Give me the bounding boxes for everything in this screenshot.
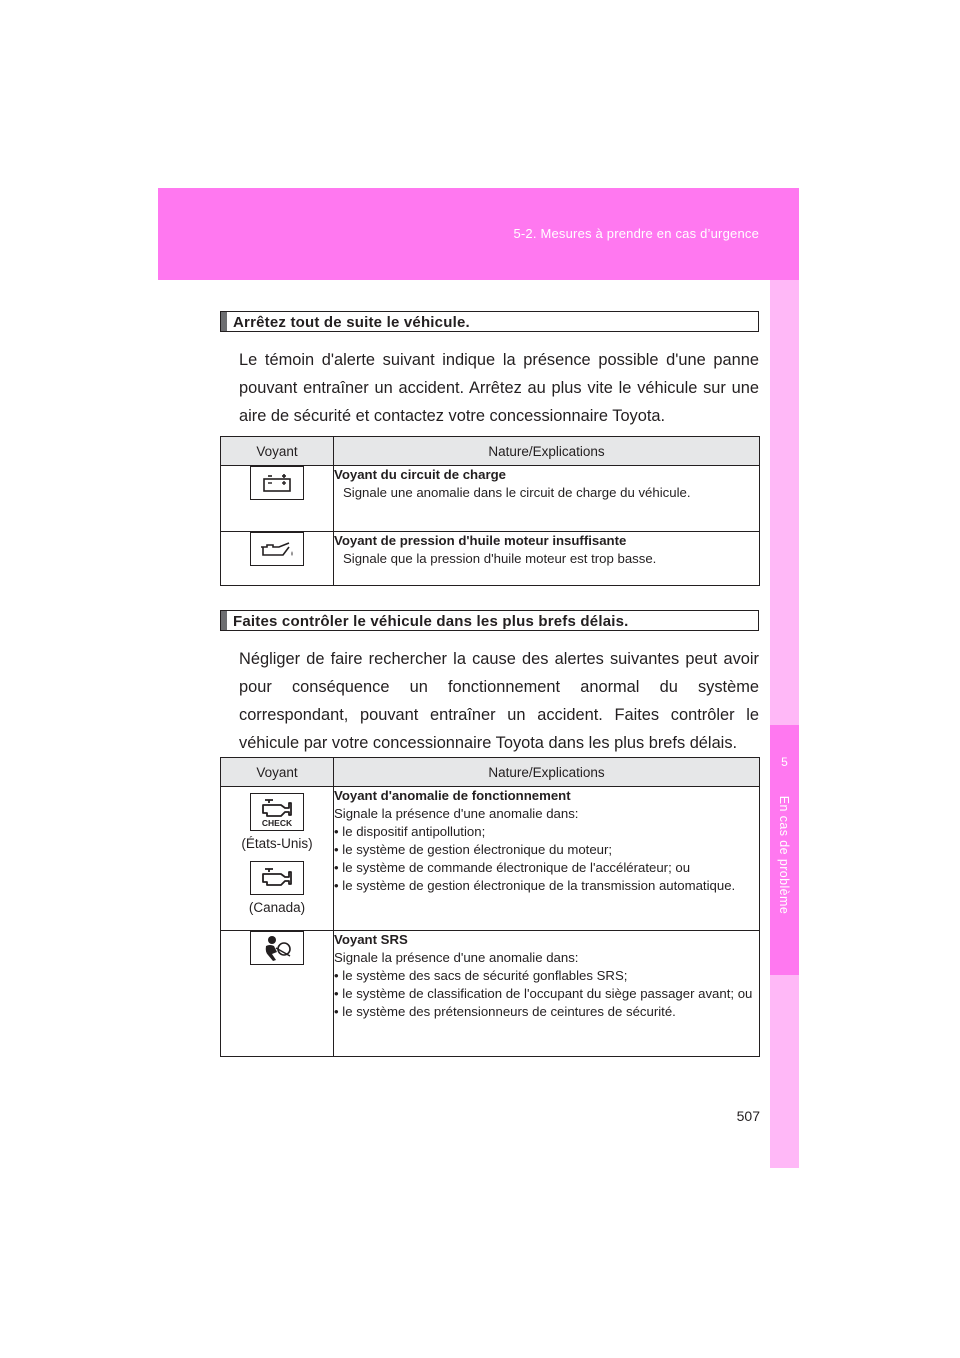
row-intro: Signale la présence d'une anomalie dans: <box>334 950 579 965</box>
icon-cell <box>221 931 334 1057</box>
row-text: Signale une anomalie dans le circuit de charge du véhicule. <box>343 485 691 500</box>
row-intro: Signale la présence d'une anomalie dans: <box>334 806 579 821</box>
row-title: Voyant SRS <box>334 932 408 947</box>
list-item: • le système de classification de l'occupant du siège passager avant; ou <box>334 986 753 1001</box>
page-number: 507 <box>736 1108 760 1124</box>
col-voyant: Voyant <box>221 758 334 787</box>
col-voyant: Voyant <box>221 437 334 466</box>
list-item: • le dispositif antipollution; <box>334 824 486 839</box>
battery-icon <box>250 466 304 500</box>
section-heading-stop <box>220 311 759 332</box>
list-item: • le système des prétensionneurs de ceintures de sécurité. <box>334 1004 676 1019</box>
section-heading-text: Faites contrôler le véhicule dans les plus brefs délais. <box>233 613 629 630</box>
warning-table-2 <box>220 757 760 1057</box>
heading-bar <box>221 312 227 331</box>
section-paragraph: Négliger de faire rechercher la cause des alertes suivantes peut avoir pour conséquence un fonctionnement anormal du système correspondant, pouvant entraîner un accident. Faites contrôler le véhicule par votre concessionnaire Toyota dans les plus brefs délais. <box>239 650 759 752</box>
icon-cell <box>221 532 334 586</box>
warning-table-1 <box>220 436 760 586</box>
list-item: • le système de gestion électronique du moteur; <box>334 842 613 857</box>
list-item: • le système de gestion électronique de la transmission automatique. <box>334 878 736 893</box>
icon-cell <box>221 787 334 931</box>
section-title: 5-2. Mesures à prendre en cas d’urgence <box>513 226 759 241</box>
description-cell <box>334 787 760 931</box>
section-paragraph: Le témoin d'alerte suivant indique la présence possible d'une panne pouvant entraîner un accident. Arrêtez au plus vite le véhicule sur une aire de sécurité et contactez votre concessionnaire Toyota. <box>239 351 759 425</box>
table-row <box>221 931 760 1057</box>
description-cell <box>334 931 760 1057</box>
row-title: Voyant du circuit de charge <box>334 467 506 482</box>
col-nature: Nature/Explications <box>334 437 760 466</box>
section-heading-text: Arrêtez tout de suite le véhicule. <box>233 314 470 331</box>
chapter-tab <box>770 725 799 975</box>
oil-pressure-icon <box>250 532 304 566</box>
engine-icon <box>250 861 304 895</box>
chapter-label: En cas de problème <box>777 795 791 915</box>
col-nature: Nature/Explications <box>334 758 760 787</box>
section-heading-check <box>220 610 759 631</box>
chapter-number: 5 <box>781 755 788 769</box>
side-strip <box>770 280 799 1168</box>
region-us: (États-Unis) <box>241 836 313 851</box>
table-row <box>221 532 760 586</box>
header-band <box>158 188 799 280</box>
row-title: Voyant de pression d'huile moteur insuffisante <box>334 533 627 548</box>
region-ca: (Canada) <box>248 900 306 915</box>
check-label: CHECK <box>261 818 293 828</box>
table-row <box>221 787 760 931</box>
check-engine-icon <box>250 793 304 831</box>
table-header-row <box>221 758 760 787</box>
row-title: Voyant d'anomalie de fonctionnement <box>334 788 571 803</box>
list-item: • le système des sacs de sécurité gonflables SRS; <box>334 968 628 983</box>
airbag-icon <box>250 931 304 965</box>
heading-bar <box>221 611 227 630</box>
row-text: Signale que la pression d'huile moteur est trop basse. <box>343 551 657 566</box>
description-cell <box>334 466 760 532</box>
list-item: • le système de commande électronique de l'accélérateur; ou <box>334 860 691 875</box>
table-row <box>221 466 760 532</box>
description-cell <box>334 532 760 586</box>
table-header-row <box>221 437 760 466</box>
icon-cell <box>221 466 334 532</box>
